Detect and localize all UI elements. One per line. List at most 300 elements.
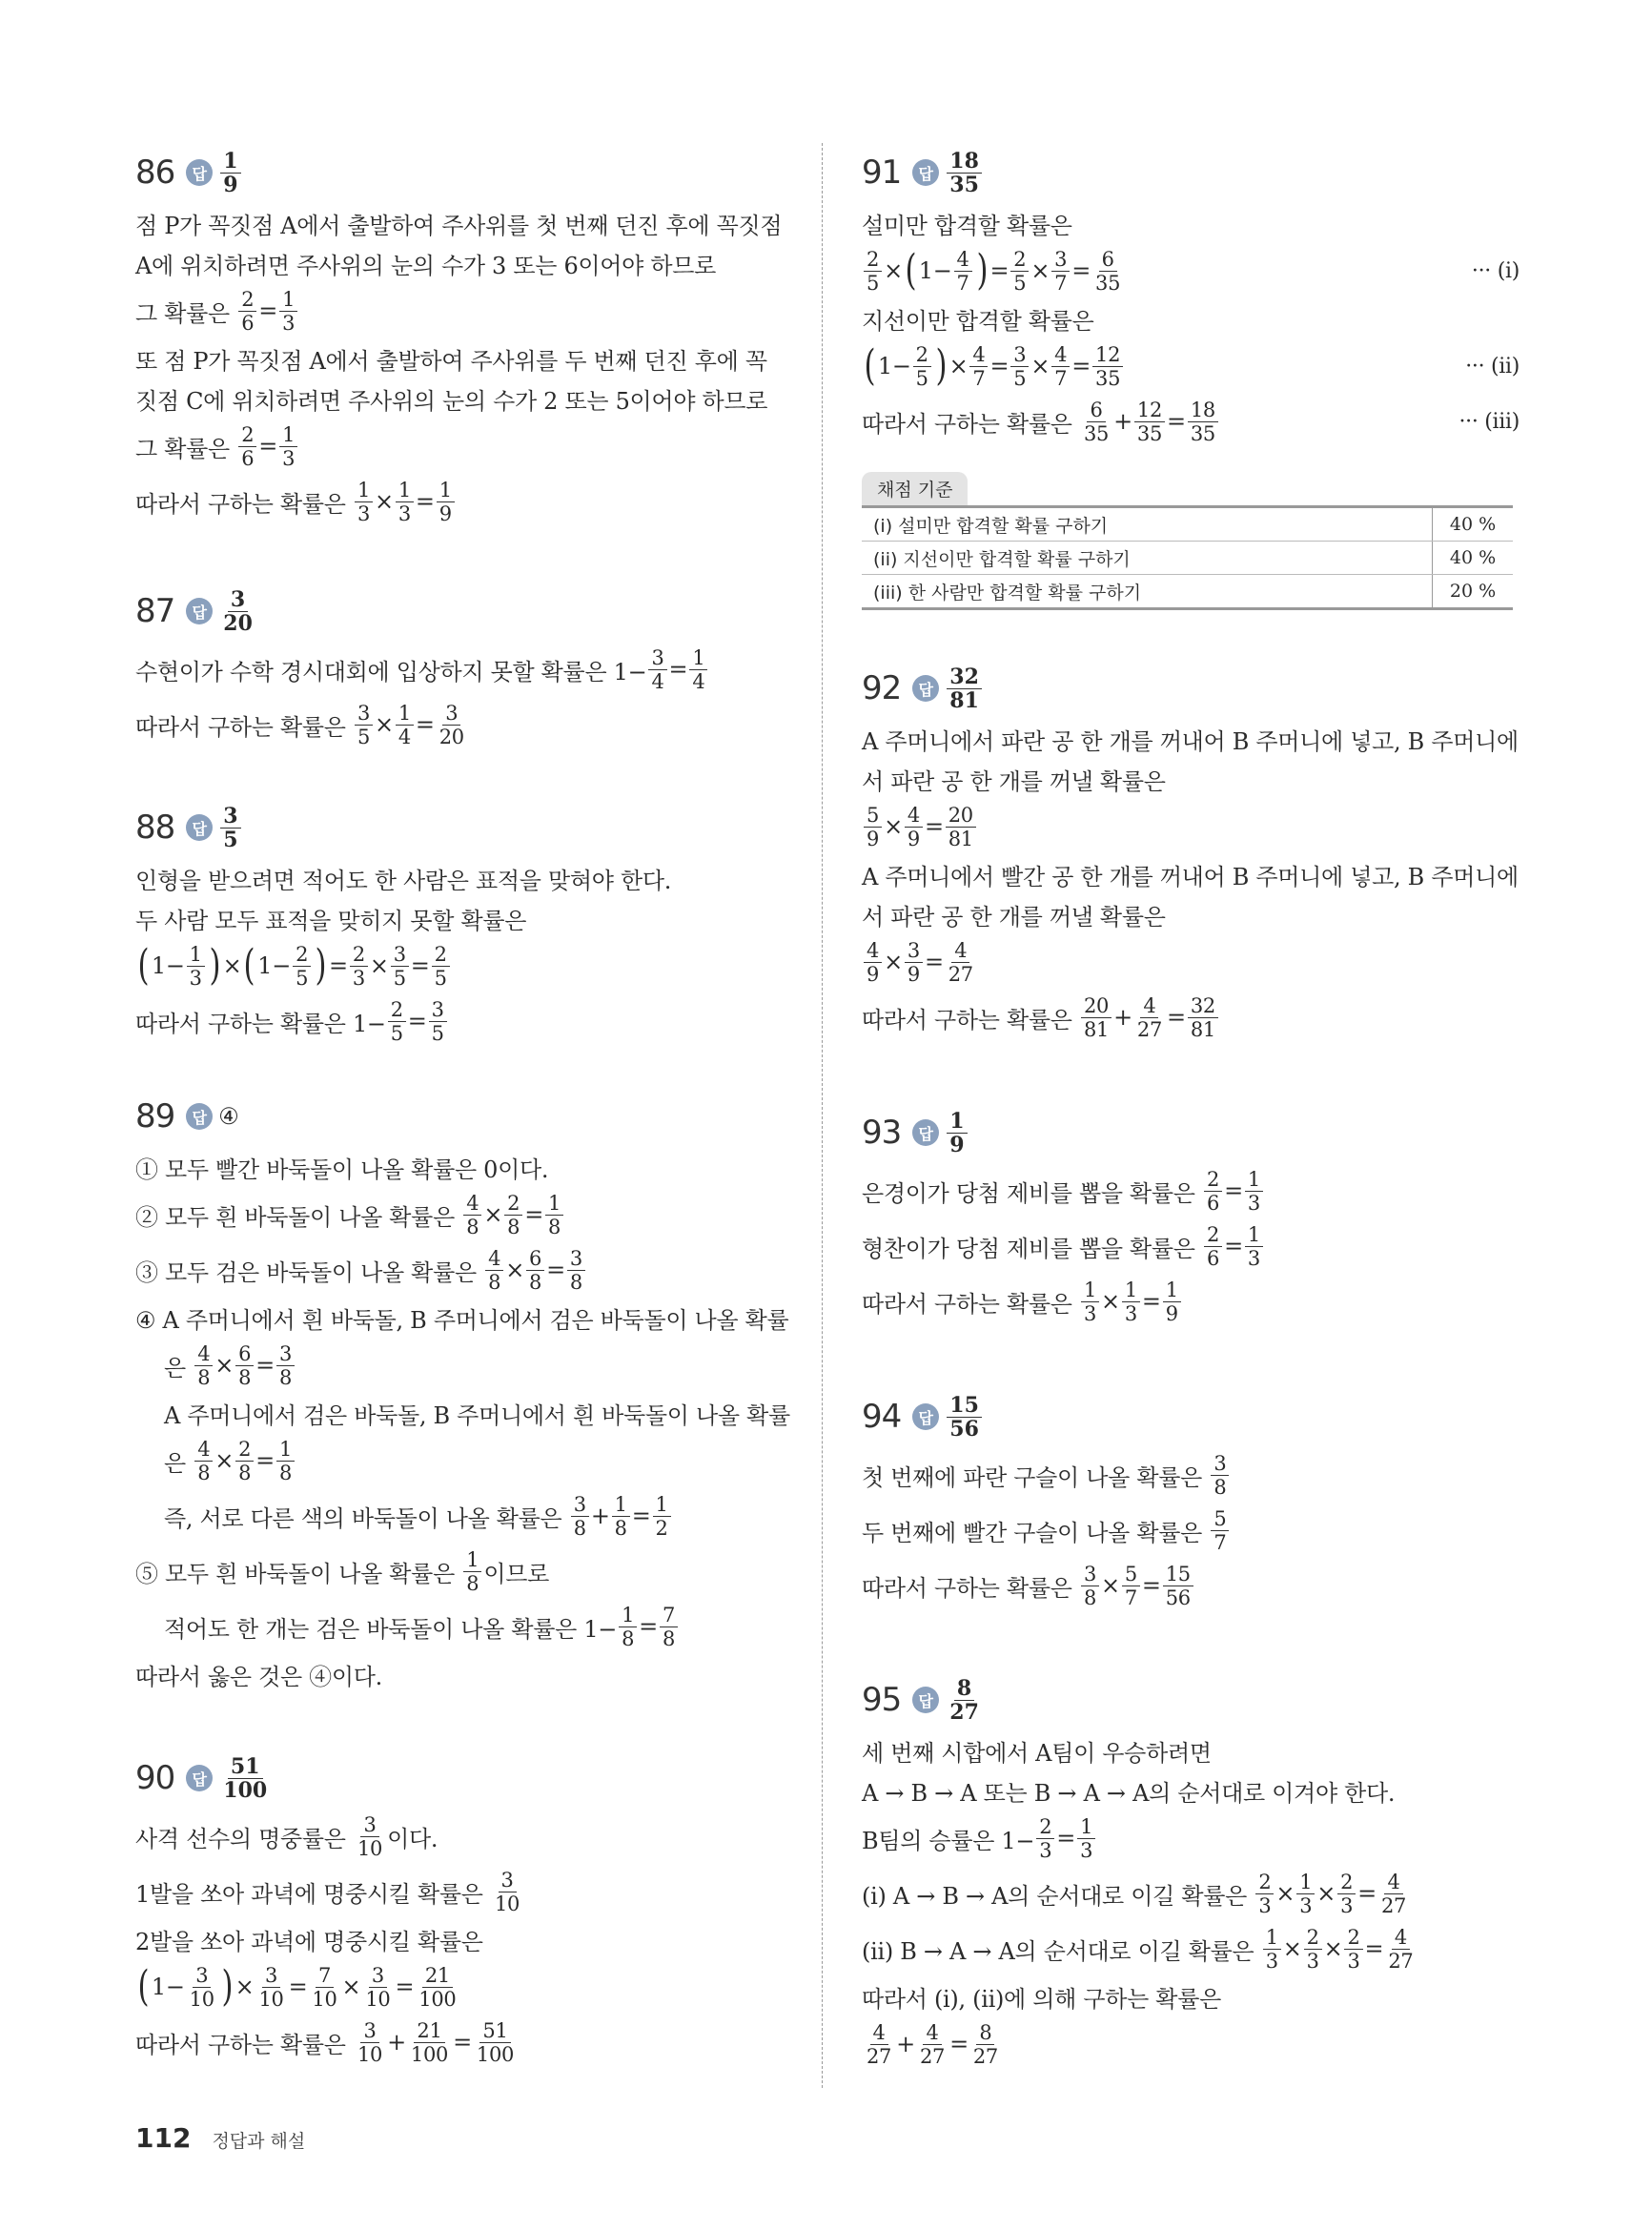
text: × [1101, 1288, 1120, 1315]
denominator: 5 [357, 725, 371, 748]
fraction [1134, 994, 1165, 1041]
numerator: 4 [485, 1247, 503, 1271]
text: 1− [151, 952, 185, 979]
numerator: 4 [905, 804, 923, 828]
text: 1− [877, 353, 911, 379]
denominator: 5 [223, 827, 238, 852]
numerator: 20 [946, 804, 976, 828]
fraction [187, 1964, 217, 2011]
denominator: 10 [495, 1892, 520, 1915]
denominator: 7 [972, 366, 986, 390]
numerator: 3 [355, 702, 373, 726]
solution-line [135, 1298, 793, 1338]
fraction [1081, 1563, 1099, 1609]
text: = [924, 813, 944, 840]
solution-line [862, 394, 1519, 449]
denominator: 9 [438, 501, 452, 525]
fraction [355, 1813, 385, 1860]
problem-number: 93 [862, 1114, 902, 1152]
fraction [463, 1192, 481, 1238]
big-paren: ( [864, 341, 876, 390]
text: × [1316, 1880, 1336, 1907]
scoring-title: 채점 기준 [862, 472, 968, 505]
fraction [238, 288, 256, 335]
fraction [571, 1493, 589, 1540]
answer-badge-icon: 답 [186, 1765, 213, 1791]
solution-line [862, 1770, 1519, 1811]
numerator: 3 [193, 1964, 211, 1988]
text: = [1224, 1233, 1243, 1259]
answer-badge-icon: 답 [912, 1119, 939, 1146]
text: 사격 선수의 명중률은 [135, 1825, 353, 1852]
denominator: 4 [651, 669, 664, 693]
solution-line [135, 938, 793, 993]
fraction [1211, 1507, 1229, 1554]
problem-number: 95 [862, 1681, 902, 1719]
denominator: 35 [1190, 421, 1215, 445]
denominator: 8 [1214, 1475, 1227, 1499]
denominator: 100 [476, 2042, 515, 2066]
problem-86 [135, 146, 793, 529]
criterion-percent: 40 % [1433, 542, 1514, 575]
solution-line [135, 1242, 793, 1298]
fraction [416, 1964, 459, 2011]
text: A 주머니에서 빨간 공 한 개를 꺼내어 B 주머니에 넣고, B 주머니에 [862, 863, 1519, 890]
text: = [258, 297, 278, 324]
fraction [396, 479, 414, 525]
fraction [1188, 994, 1218, 1041]
solution-line [135, 283, 793, 338]
numerator: 1 [187, 943, 205, 967]
problem-header [862, 1673, 1519, 1727]
numerator: 4 [951, 939, 969, 963]
numerator: 4 [194, 1342, 213, 1366]
problem-number: 92 [862, 669, 902, 707]
text: × [1101, 1572, 1120, 1599]
text: 은 [164, 1354, 194, 1381]
denominator: 9 [867, 962, 880, 986]
numerator: 2 [1337, 1871, 1356, 1894]
denominator: 35 [949, 172, 979, 197]
text: 첫 번째에 파란 구슬이 나올 확률은 [862, 1463, 1210, 1491]
criterion: (ii) 지선이만 합격할 확률 구하기 [862, 542, 1433, 575]
fraction [905, 939, 923, 986]
denominator: 100 [223, 1777, 268, 1803]
fraction [648, 646, 666, 693]
problem-94 [862, 1390, 1519, 1613]
problem-header [135, 146, 793, 199]
fraction [913, 343, 931, 390]
numerator: 4 [1392, 1926, 1410, 1950]
denominator: 100 [410, 2042, 449, 2066]
text: × [375, 488, 394, 515]
fraction [279, 288, 297, 335]
fraction [492, 1869, 522, 1915]
denominator: 5 [393, 966, 406, 990]
fraction [187, 943, 205, 990]
footer-label: 정답과 해설 [212, 2131, 306, 2152]
numerator: 2 [1255, 1871, 1274, 1894]
denominator: 27 [948, 962, 973, 986]
numerator: 1 [437, 479, 455, 502]
fraction [947, 150, 982, 196]
text: × [235, 1974, 255, 2000]
denominator: 9 [867, 827, 880, 850]
text: = [255, 1352, 275, 1379]
text: 두 사람 모두 표적을 맞히지 못할 확률은 [135, 907, 527, 934]
solution-line [862, 203, 1519, 243]
problem-90 [135, 1751, 793, 2070]
denominator: 7 [1054, 271, 1068, 295]
denominator: 4 [692, 669, 705, 693]
numerator: 2 [235, 1438, 254, 1462]
answer-badge-icon: 답 [912, 159, 939, 186]
numerator: 1 [220, 150, 240, 174]
fraction [1204, 1168, 1222, 1215]
denominator: 8 [278, 1365, 293, 1389]
text: 따라서 구하는 확률은 1− [135, 1010, 386, 1037]
text: 1− [257, 952, 292, 979]
text: = [255, 1447, 275, 1474]
text: (i) A → B → A의 순서대로 이길 확률은 [862, 1882, 1254, 1910]
denominator: 3 [1039, 1838, 1052, 1862]
big-paren: ) [209, 941, 221, 990]
fraction [309, 1964, 339, 2011]
solution-line [135, 1433, 793, 1488]
numerator: 2 [432, 943, 450, 967]
text: = [415, 711, 435, 738]
denominator: 10 [258, 1987, 284, 2011]
denominator: 3 [1299, 1893, 1313, 1917]
scoring-row [862, 507, 1513, 542]
text: = [524, 1201, 544, 1228]
denominator: 27 [867, 2044, 892, 2068]
denominator: 9 [907, 962, 920, 986]
fraction [276, 1342, 295, 1389]
text: 따라서 구하는 확률은 [135, 490, 353, 518]
solution-line [862, 1163, 1519, 1218]
fraction [947, 1394, 982, 1441]
solution-line [862, 1274, 1519, 1329]
text: × [483, 1201, 503, 1228]
text: = [546, 1257, 565, 1283]
numerator: 3 [276, 1342, 295, 1366]
fraction [238, 423, 256, 470]
answer [945, 1110, 969, 1156]
numerator: 2 [238, 423, 256, 447]
fraction [220, 150, 240, 196]
numerator: 3 [429, 998, 447, 1022]
denominator: 81 [1083, 1017, 1110, 1041]
fraction [429, 998, 447, 1045]
numerator: 6 [235, 1342, 254, 1366]
page-footer [135, 2122, 305, 2154]
text: 은경이가 당첨 제비를 뽑을 확률은 [862, 1179, 1203, 1207]
big-paren: ( [137, 1962, 150, 2011]
denominator: 35 [1095, 271, 1121, 295]
solution-line [135, 2015, 793, 2070]
denominator: 5 [431, 1021, 444, 1045]
solution-line [135, 243, 793, 283]
solution-line [862, 2016, 1519, 2072]
text: 서 파란 공 한 개를 꺼낼 확률은 [862, 767, 1166, 795]
denominator: 9 [907, 827, 920, 850]
text: × [214, 1352, 235, 1379]
numerator: 51 [479, 2019, 510, 2043]
numerator: 1 [396, 702, 414, 726]
denominator: 100 [418, 1987, 457, 2011]
criterion-percent: 20 % [1433, 575, 1514, 609]
text: 적어도 한 개는 검은 바둑돌이 나올 확률은 1− [164, 1615, 618, 1643]
denominator: 3 [1306, 1949, 1319, 1973]
text: = [329, 952, 348, 979]
denominator: 6 [241, 446, 255, 470]
denominator: 27 [1136, 1017, 1163, 1041]
fraction [1077, 1815, 1095, 1862]
text: A에 위치하려면 주사위의 눈의 수가 3 또는 6이어야 하므로 [135, 252, 717, 279]
text: 지선이만 합격할 확률은 [862, 307, 1094, 335]
fraction [864, 248, 882, 295]
numerator: 3 [571, 1493, 589, 1517]
denominator: 8 [197, 1461, 211, 1484]
fraction [1245, 1168, 1263, 1215]
text: = [1224, 1177, 1243, 1204]
fraction [396, 702, 414, 748]
step-tag: ··· (i) [1471, 258, 1519, 283]
denominator: 8 [197, 1365, 211, 1389]
numerator: 18 [947, 150, 982, 174]
text: = [288, 1974, 308, 2000]
fraction [946, 939, 976, 986]
denominator: 10 [357, 2042, 383, 2066]
numerator: 1 [689, 646, 707, 670]
problem-header [862, 662, 1519, 715]
numerator: 1 [545, 1192, 563, 1216]
numerator: 12 [1134, 399, 1165, 422]
numerator: 5 [1122, 1563, 1140, 1586]
problem-91 [862, 146, 1519, 449]
text: A 주머니에서 파란 공 한 개를 꺼내어 B 주머니에 넣고, B 주머니에 [862, 727, 1519, 755]
fraction [864, 804, 882, 850]
numerator: 3 [499, 1869, 517, 1892]
denominator: 3 [352, 966, 365, 990]
denominator: 6 [241, 311, 255, 335]
scoring-row [862, 575, 1513, 609]
criterion-percent: 40 % [1433, 507, 1514, 542]
fraction [504, 1192, 522, 1238]
text: 수현이가 수학 경시대회에 입상하지 못할 확률은 1− [135, 658, 647, 685]
denominator: 56 [949, 1416, 979, 1442]
numerator: 4 [1384, 1871, 1402, 1894]
solution-line [862, 1921, 1519, 1976]
problem-93 [862, 1106, 1519, 1329]
problem-88 [135, 801, 793, 1049]
fraction [194, 1438, 213, 1484]
denominator: 7 [956, 271, 969, 295]
numerator: 1 [1296, 1871, 1315, 1894]
numerator: 4 [923, 2021, 941, 2045]
text: 그 확률은 [135, 435, 237, 462]
solution-line [135, 1393, 793, 1433]
numerator: 3 [905, 939, 923, 963]
numerator: 3 [442, 702, 460, 726]
denominator: 8 [573, 1516, 586, 1540]
numerator: 2 [864, 248, 882, 272]
fraction [947, 1677, 982, 1724]
numerator: 4 [954, 248, 972, 272]
denominator: 8 [238, 1461, 252, 1484]
text: = [410, 952, 430, 979]
numerator: 4 [1051, 343, 1070, 367]
fraction [1188, 399, 1218, 445]
solution-line [862, 854, 1519, 894]
numerator: 1 [653, 1493, 671, 1517]
solution-line [862, 719, 1519, 759]
fraction [917, 2021, 948, 2068]
denominator: 35 [1083, 421, 1110, 445]
text: 인형을 받으려면 적어도 한 사람은 표적을 맞혀야 한다. [135, 867, 672, 894]
denominator: 8 [622, 1626, 635, 1650]
fraction [1245, 1223, 1263, 1270]
solution-line [862, 894, 1519, 934]
numerator: 8 [954, 1677, 974, 1701]
fraction [485, 1247, 503, 1294]
text: 이다. [387, 1825, 438, 1852]
problem-92 [862, 662, 1519, 1045]
fraction [1134, 399, 1165, 445]
fraction [1010, 343, 1029, 390]
numerator: 51 [228, 1755, 263, 1779]
solution-line [135, 858, 793, 898]
fraction [235, 1438, 254, 1484]
text: × [1030, 257, 1050, 284]
solution-line [862, 934, 1519, 990]
text: = [631, 1503, 651, 1529]
text: = [1141, 1288, 1161, 1315]
denominator: 3 [1083, 1301, 1097, 1325]
fraction [689, 646, 707, 693]
denominator: 9 [949, 1132, 965, 1157]
solution-line [862, 298, 1519, 338]
numerator: 1 [463, 1548, 481, 1572]
denominator: 3 [1265, 1949, 1278, 1973]
text: = [258, 433, 278, 460]
text: = [407, 1008, 427, 1034]
criterion: (i) 설미만 합격할 확률 구하기 [862, 507, 1433, 542]
fraction [1010, 248, 1029, 295]
denominator: 27 [1388, 1949, 1414, 1973]
solution-line [862, 799, 1519, 854]
text: A 주머니에서 검은 바둑돌, B 주머니에서 흰 바둑돌이 나올 확률 [164, 1401, 790, 1429]
denominator: 27 [972, 2044, 998, 2068]
numerator: 3 [1051, 248, 1070, 272]
text: × [1282, 1935, 1302, 1962]
fraction [1163, 1563, 1193, 1609]
solution-line [862, 338, 1519, 394]
fraction [660, 1604, 678, 1650]
solution-line [862, 1503, 1519, 1558]
step-tag: ··· (iii) [1458, 409, 1519, 434]
solution-line [135, 419, 793, 474]
fraction [235, 1342, 254, 1389]
fraction [905, 804, 923, 850]
denominator: 3 [282, 311, 296, 335]
fraction [567, 1247, 585, 1294]
denominator: 8 [529, 1270, 542, 1294]
numerator: 6 [1099, 248, 1117, 272]
numerator: 1 [355, 479, 373, 502]
denominator: 8 [238, 1365, 252, 1389]
solution-line [135, 1654, 793, 1694]
fraction [653, 1493, 671, 1540]
solution-line [135, 1919, 793, 1959]
answer-badge-icon: 답 [912, 675, 939, 702]
solution-line [135, 1544, 793, 1599]
fraction [276, 1438, 295, 1484]
denominator: 9 [223, 172, 238, 197]
numerator: 3 [262, 1964, 280, 1988]
solution-line [862, 1447, 1519, 1503]
text: × [884, 257, 903, 284]
solution-line [135, 993, 793, 1049]
problem-number: 86 [135, 153, 175, 192]
denominator: 8 [466, 1215, 479, 1238]
numerator: 2 [1304, 1926, 1322, 1950]
text: 두 번째에 빨간 구슬이 나올 확률은 [862, 1519, 1210, 1546]
answer: ④ [218, 1103, 239, 1130]
numerator: 3 [567, 1247, 585, 1271]
numerator: 5 [1211, 1507, 1229, 1531]
fraction [1296, 1871, 1315, 1917]
answer-badge-icon: 답 [912, 1687, 939, 1713]
answer-badge-icon: 답 [186, 598, 213, 624]
fraction [1385, 1926, 1416, 1973]
denominator: 3 [1124, 1301, 1137, 1325]
text: 따라서 구하는 확률은 [135, 2031, 353, 2058]
denominator: 9 [1165, 1301, 1178, 1325]
text: = [989, 353, 1010, 379]
text: 2발을 쏘아 과녁에 명중시킬 확률은 [135, 1928, 483, 1955]
text: 따라서 구하는 확률은 [862, 410, 1079, 438]
solution-line [862, 1811, 1519, 1866]
solution-line [135, 1864, 793, 1919]
fraction [355, 479, 373, 525]
text: 점 P가 꼭짓점 A에서 출발하여 주사위를 첫 번째 던진 후에 꼭짓점 [135, 212, 783, 239]
denominator: 8 [569, 1270, 582, 1294]
numerator: 1 [1263, 1926, 1281, 1950]
fraction [619, 1604, 637, 1650]
fraction [1081, 994, 1112, 1041]
text: ③ 모두 검은 바둑돌이 나올 확률은 [135, 1258, 484, 1286]
denominator: 27 [949, 1699, 979, 1725]
denominator: 7 [1054, 366, 1068, 390]
denominator: 27 [919, 2044, 946, 2068]
numerator: 3 [360, 2019, 378, 2043]
answer-badge-icon: 답 [912, 1403, 939, 1430]
text: + [896, 2031, 915, 2057]
text: 이므로 [483, 1560, 549, 1587]
problem-header [862, 146, 1519, 199]
numerator: 2 [1204, 1223, 1222, 1247]
fraction [437, 702, 467, 748]
text: + [387, 2029, 406, 2056]
numerator: 1 [276, 1438, 295, 1462]
solution-line [862, 1866, 1519, 1921]
fraction [474, 2019, 517, 2066]
numerator: 5 [864, 804, 882, 828]
fraction [279, 423, 297, 470]
numerator: 8 [976, 2021, 994, 2045]
